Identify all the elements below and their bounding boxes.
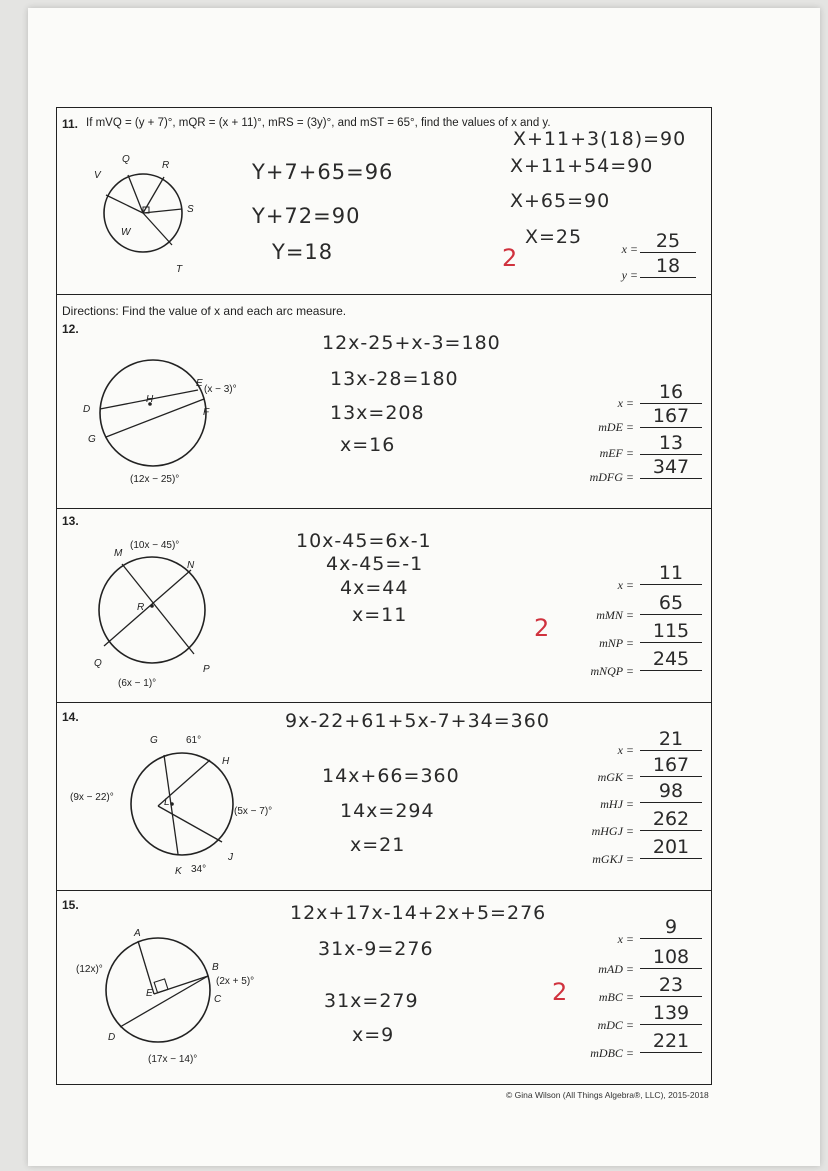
p11-work-left-3: Y=18 — [272, 240, 334, 264]
p14-work-4: x=21 — [350, 834, 406, 856]
label-R: R — [162, 160, 170, 171]
p14-answer-mHJ-value: 98 — [640, 780, 702, 803]
directions-text: Directions: Find the value of x and each arc measure. — [62, 304, 347, 318]
problem-15-number: 15. — [62, 898, 79, 912]
p11-answer-x-value: 25 — [640, 230, 696, 253]
p12-work-2: 13x-28=180 — [330, 368, 459, 390]
p15-work-3: 31x=279 — [324, 990, 419, 1012]
copyright-footer: © Gina Wilson (All Things Algebra®, LLC), 2015-2018 — [506, 1090, 709, 1100]
p12-answer-x-value: 16 — [640, 381, 702, 404]
p14-work-3: 14x=294 — [340, 800, 435, 822]
p15-answer-x-label: x = — [617, 932, 634, 946]
p12-work-4: x=16 — [340, 434, 396, 456]
p14-answer-mHGJ-value: 262 — [640, 808, 702, 831]
label-E: E — [146, 988, 153, 999]
p15-answer-x-value: 9 — [640, 916, 702, 939]
problem-14-number: 14. — [62, 710, 79, 724]
label-61-deg: 61° — [186, 735, 202, 746]
label-P: P — [203, 664, 210, 675]
label-M: M — [114, 548, 123, 559]
label-G: G — [88, 434, 96, 445]
p15-answer-mDBC-value: 221 — [640, 1030, 702, 1053]
label-12x: (12x)° — [76, 964, 103, 975]
label-x-minus-3: (x − 3)° — [204, 384, 237, 395]
label-5x-minus-7: (5x − 7)° — [234, 806, 273, 817]
p13-answer-mNQP-value: 245 — [640, 648, 702, 671]
p15-answer-mAD-value: 108 — [640, 946, 702, 969]
p14-work-1: 9x-22+61+5x-7+34=360 — [285, 710, 550, 732]
label-C: C — [214, 994, 222, 1005]
label-K: K — [175, 866, 182, 877]
p14-answer-mHGJ-label: mHGJ = — [591, 824, 634, 838]
p11-work-right-2: X+11+54=90 — [510, 155, 654, 177]
p12-work-1: 12x-25+x-3=180 — [322, 332, 501, 354]
label-Q: Q — [122, 154, 130, 165]
problem-12-circle-diagram — [90, 355, 220, 475]
p15-grade-mark: 2 — [552, 978, 568, 1006]
p11-answer-x-label: x = — [621, 242, 638, 256]
divider-11-12 — [57, 294, 711, 295]
label-17x-minus-14: (17x − 14)° — [148, 1054, 198, 1065]
p13-answer-mNP-label: mNP = — [599, 636, 634, 650]
p15-answer-mDC-value: 139 — [640, 1002, 702, 1025]
label-D: D — [83, 404, 91, 415]
p11-answer-y-label: y = — [621, 268, 638, 282]
p11-work-left-2: Y+72=90 — [252, 204, 361, 228]
p13-answer-x-label: x = — [617, 578, 634, 592]
p15-answer-mDBC-label: mDBC = — [590, 1046, 634, 1060]
label-F: F — [203, 407, 210, 418]
p14-answer-mHJ-label: mHJ = — [600, 797, 634, 811]
p12-answer-mDFG-value: 347 — [640, 456, 702, 479]
label-6x-minus-1: (6x − 1)° — [118, 678, 157, 689]
p13-work-3: 4x=44 — [340, 577, 409, 599]
label-Q: Q — [94, 658, 102, 669]
problem-12-number: 12. — [62, 322, 79, 336]
p14-answer-mGK-label: mGK = — [597, 770, 634, 784]
p12-work-3: 13x=208 — [330, 402, 425, 424]
p14-answer-x-label: x = — [617, 743, 634, 757]
p11-work-right-4: X=25 — [525, 226, 583, 248]
p14-answer-x-value: 21 — [640, 728, 702, 751]
p12-answer-x-label: x = — [617, 396, 634, 410]
label-9x-minus-22: (9x − 22)° — [70, 792, 114, 803]
p12-answer-mDE-value: 167 — [640, 405, 702, 428]
p13-answer-x-value: 11 — [640, 562, 702, 585]
p13-answer-mMN-value: 65 — [640, 592, 702, 615]
label-12x-minus-25: (12x − 25)° — [130, 474, 180, 485]
p12-answer-mEF-value: 13 — [640, 432, 702, 455]
label-R: R — [137, 602, 145, 613]
p14-answer-mGKJ-value: 201 — [640, 836, 702, 859]
problem-15-circle-diagram — [100, 932, 220, 1052]
p14-work-2: 14x+66=360 — [322, 765, 460, 787]
label-E: E — [196, 378, 203, 389]
p13-answer-mMN-label: mMN = — [596, 608, 634, 622]
label-A: A — [134, 928, 141, 939]
p12-answer-mDE-label: mDE = — [598, 420, 634, 434]
problem-13-number: 13. — [62, 514, 79, 528]
p12-answer-mDFG-label: mDFG = — [589, 470, 634, 484]
label-D: D — [108, 1032, 116, 1043]
problem-11-circle-diagram — [98, 165, 198, 265]
p11-work-right-3: X+65=90 — [510, 190, 611, 212]
p11-work-right-1: X+11+3(18)=90 — [513, 128, 687, 150]
label-34-deg: 34° — [191, 864, 207, 875]
label-2x-plus-5: (2x + 5)° — [216, 976, 255, 987]
divider-14-15 — [57, 890, 711, 891]
label-L: L — [164, 797, 170, 808]
p15-work-1: 12x+17x-14+2x+5=276 — [290, 902, 547, 924]
label-G: G — [150, 735, 158, 746]
label-H: H — [222, 756, 230, 767]
label-V: V — [94, 170, 101, 181]
problem-11-number: 11. — [62, 117, 79, 131]
label-T: T — [176, 264, 183, 275]
p13-answer-mNQP-label: mNQP = — [590, 664, 634, 678]
p11-grade-mark: 2 — [502, 244, 518, 272]
p15-answer-mDC-label: mDC = — [597, 1018, 634, 1032]
divider-12-13 — [57, 508, 711, 509]
problem-11-prompt: If mVQ = (y + 7)°, mQR = (x + 11)°, mRS = (3y)°, and mST = 65°, find the values of x and y. — [86, 117, 551, 129]
p15-answer-mAD-label: mAD = — [598, 962, 634, 976]
p13-work-2: 4x-45=-1 — [326, 553, 424, 575]
p15-answer-mBC-value: 23 — [640, 974, 702, 997]
label-J: J — [228, 852, 233, 863]
label-N: N — [187, 560, 195, 571]
p13-work-1: 10x-45=6x-1 — [296, 530, 432, 552]
p15-work-2: 31x-9=276 — [318, 938, 434, 960]
p13-grade-mark: 2 — [534, 614, 550, 642]
label-H: H — [146, 394, 154, 405]
p15-work-4: x=9 — [352, 1024, 395, 1046]
problem-13-circle-diagram — [94, 552, 214, 672]
p14-answer-mGKJ-label: mGKJ = — [592, 852, 634, 866]
p13-answer-mNP-value: 115 — [640, 620, 702, 643]
p14-answer-mGK-value: 167 — [640, 754, 702, 777]
p11-work-left-1: Y+7+65=96 — [252, 160, 394, 184]
p13-work-4: x=11 — [352, 604, 408, 626]
label-W: W — [121, 227, 131, 238]
p11-answer-y-value: 18 — [640, 255, 696, 278]
divider-13-14 — [57, 702, 711, 703]
p15-answer-mBC-label: mBC = — [598, 990, 634, 1004]
label-10x-minus-45: (10x − 45)° — [130, 540, 180, 551]
label-B: B — [212, 962, 219, 973]
p12-answer-mEF-label: mEF = — [599, 446, 634, 460]
label-S: S — [187, 204, 194, 215]
